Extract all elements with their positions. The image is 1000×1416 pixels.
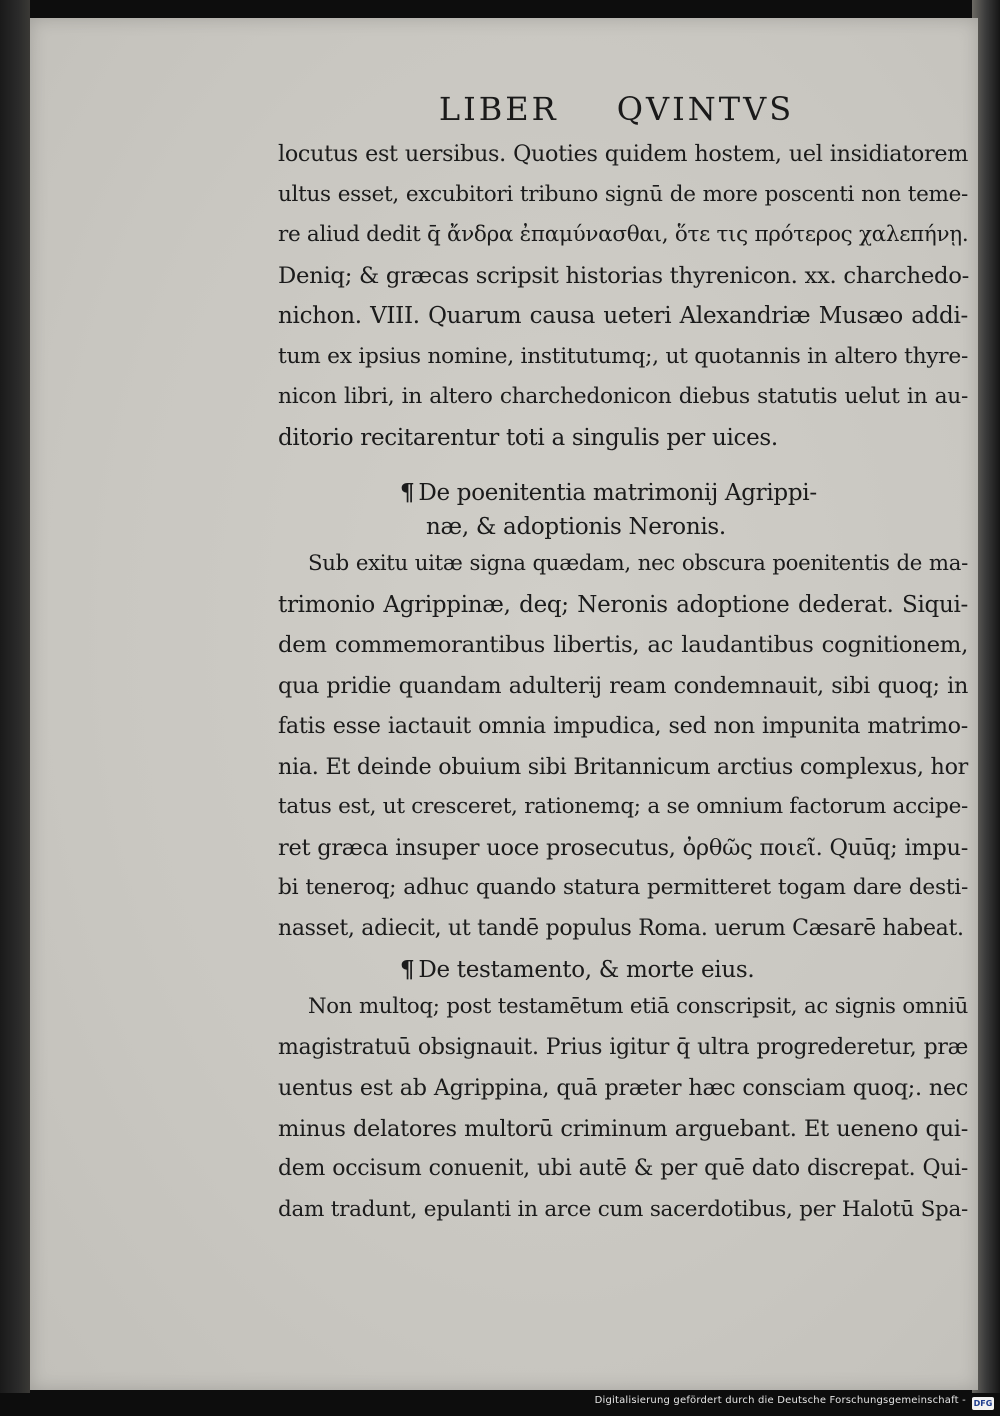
header-word-quintus: QVINTVS	[616, 90, 795, 128]
body-text	[278, 134, 968, 1230]
text-line: locutus est uersibus. Quoties quidem hostem, uel insidiatorem	[278, 141, 968, 167]
text-line: dem occisum conuenit, ubi autē & per quē dato discrepat. Qui-	[278, 1156, 968, 1181]
section-heading-continued: næ, & adoptionis Neronis.	[426, 514, 726, 540]
text-line: dem commemorantibus libertis, ac laudantibus cognitionem,	[278, 632, 968, 658]
heading-text: De poenitentia matrimonij Agrippi-	[418, 480, 817, 506]
text-line: re aliud dedit q̄ ἄνδρα ἐπαμύνασθαι, ὅτε τις πρότερος χαλεπήνῃ.	[278, 222, 969, 247]
text-line: tum ex ipsius nomine, institutumq;, ut quotannis in altero thyre-	[278, 343, 968, 369]
text-line: nichon. VIII. Quarum causa ueteri Alexandriæ Musæo addi-	[278, 303, 968, 329]
section-heading	[278, 953, 968, 987]
text-line: magistratuū obsignauit. Prius igitur q̄ ultra progrederetur, præ	[278, 1034, 968, 1060]
text-line: fatis esse iactauit omnia impudica, sed non impunita matrimo-	[278, 713, 968, 739]
text-line: Non multoq; post testamētum etiā conscripsit, ac signis omniū	[308, 994, 968, 1019]
section-heading	[278, 476, 968, 510]
text-line: Sub exitu uitæ signa quædam, nec obscura poenitentis de ma-	[308, 551, 968, 576]
text-line: uentus est ab Agrippina, quā præter hæc consciam quoq;. nec	[278, 1075, 968, 1101]
text-line: nasset, adiecit, ut tandē populus Roma. uerum Cæsarē habeat.	[278, 915, 964, 941]
book-binding	[0, 0, 30, 1416]
pilcrow-icon: ¶	[400, 956, 415, 983]
heading-text: De testamento, & morte eius.	[418, 957, 755, 983]
text-line: trimonio Agrippinæ, deq; Neronis adoptione dederat. Siqui-	[278, 591, 968, 618]
text-line: Deniq; & græcas scripsit historias thyrenicon. xx. charchedo-	[278, 262, 970, 289]
dfg-logo-icon: DFG	[973, 1399, 993, 1408]
text-line: ultus esset, excubitori tribuno signū de more poscenti non teme-	[278, 181, 968, 207]
header-word-liber: LIBER	[438, 90, 559, 128]
book-page	[30, 18, 978, 1390]
text-line: tatus est, ut cresceret, rationemq; a se omnium factorum accipe-	[278, 794, 968, 819]
text-line: qua pridie quandam adulterij ream condemnauit, sibi quoq; in	[278, 672, 968, 699]
text-line: dam tradunt, epulanti in arce cum sacerdotibus, per Halotū Spa-	[278, 1196, 968, 1222]
pilcrow-icon: ¶	[400, 479, 415, 506]
footer-bar	[0, 1393, 1000, 1416]
text-line: ditorio recitarentur toti a singulis per uices.	[278, 424, 778, 451]
text-line: bi teneroq; adhuc quando statura permitteret togam dare desti-	[278, 875, 968, 900]
text-line: minus delatores multorū criminum arguebant. Et ueneno qui-	[278, 1115, 968, 1142]
text-line: nia. Et deinde obuium sibi Britannicum arctius complexus, hor	[278, 753, 968, 780]
text-line: nicon libri, in altero charchedonicon diebus statutis uelut in au-	[278, 384, 968, 409]
footer-credit: Digitalisierung gefördert durch die Deutsche Forschungsgemeinschaft -	[594, 1395, 966, 1406]
text-line: ret græca insuper uoce prosecutus, ὀρθῶς ποιεῖ. Quūq; impu-	[278, 834, 968, 861]
running-header	[30, 90, 978, 128]
